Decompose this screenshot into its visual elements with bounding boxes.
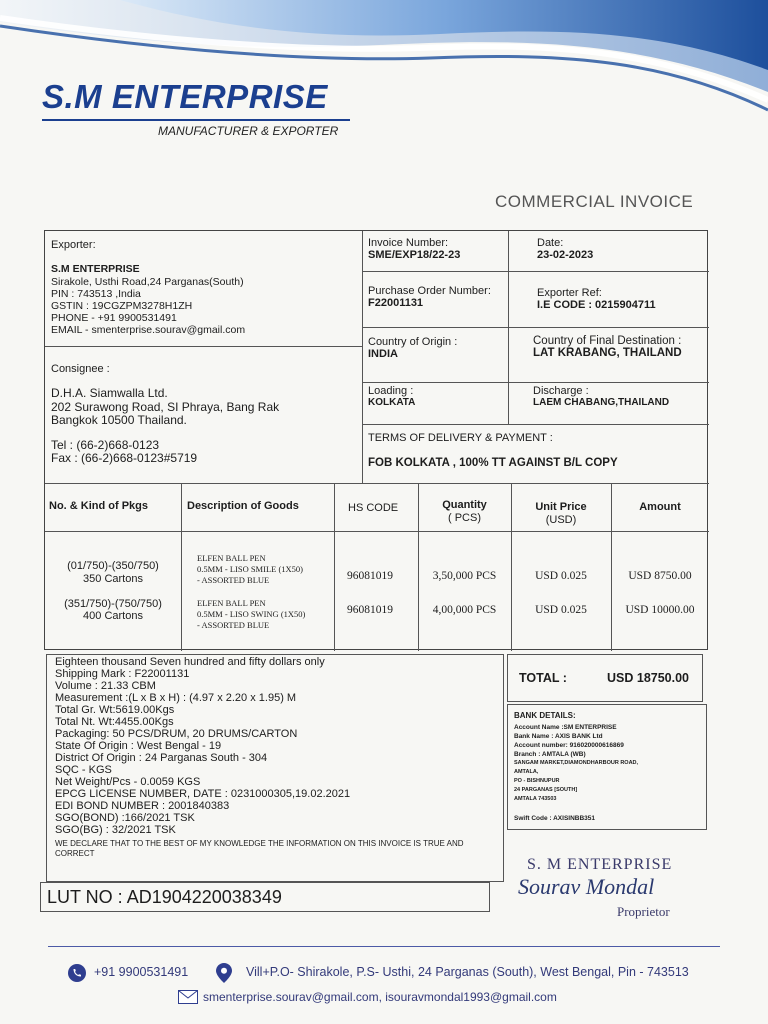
- volume: Volume : 21.33 CBM: [55, 680, 156, 692]
- epcg-license: EPCG LICENSE NUMBER, DATE : 0231000305,19.02.2021: [55, 788, 351, 800]
- country-of-origin: INDIA: [368, 348, 398, 360]
- row1-desc-line1: ELFEN BALL PEN: [197, 553, 266, 563]
- bank-swift-code: Swift Code : AXISINBB351: [514, 815, 596, 822]
- row2-quantity: 4,00,000 PCS: [432, 604, 497, 616]
- divider: [362, 231, 363, 483]
- row1-amount: USD 8750.00: [628, 570, 692, 582]
- po-label: Purchase Order Number:: [368, 285, 491, 297]
- exporter-phone: PHONE - +91 9900531491: [51, 312, 177, 324]
- state-of-origin: State Of Origin : West Bengal - 19: [55, 740, 222, 752]
- loading-port: KOLKATA: [368, 397, 416, 408]
- divider: [508, 231, 509, 424]
- divider: [45, 346, 362, 347]
- bank-address-line2: AMTALA,: [514, 769, 539, 775]
- divider: [334, 483, 335, 651]
- footer-divider: [48, 946, 720, 947]
- row1-unit-price: USD 0.025: [535, 570, 587, 582]
- row1-pkgs-range: (01/750)-(350/750): [67, 560, 159, 572]
- header-description: Description of Goods: [187, 500, 299, 512]
- location-icon: [216, 963, 232, 988]
- lut-box: [40, 882, 490, 912]
- row2-desc-line2: 0.5MM - LISO SWING (1X50): [197, 609, 306, 619]
- company-name: S.M ENTERPRISE: [42, 78, 328, 115]
- row2-unit-price: USD 0.025: [535, 604, 587, 616]
- footer-email: smenterprise.sourav@gmail.com, isouravmondal1993@gmail.com: [203, 990, 557, 1004]
- consignee-fax: Fax : (66-2)668-0123#5719: [51, 451, 198, 465]
- divider: [45, 483, 709, 484]
- po-number: F22001131: [368, 297, 424, 309]
- total-value: USD 18750.00: [607, 671, 690, 685]
- header-pkgs: No. & Kind of Pkgs: [49, 500, 148, 512]
- invoice-grid: [44, 230, 708, 650]
- shipping-mark: Shipping Mark : F22001131: [55, 668, 190, 680]
- amount-in-words: Eighteen thousand Seven hundred and fifty dollars only: [55, 656, 325, 668]
- row1-desc-line2: 0.5MM - LISO SMILE (1X50): [197, 564, 304, 574]
- discharge-port: LAEM CHABANG,THAILAND: [533, 397, 670, 408]
- footer-address: Vill+P.O- Shirakole, P.S- Usthi, 24 Parganas (South), West Bengal, Pin - 743513: [246, 965, 689, 979]
- consignee-label: Consignee :: [51, 363, 110, 375]
- exporter-address: Sirakole, Usthi Road,24 Parganas(South): [51, 276, 244, 288]
- edi-bond-number: EDI BOND NUMBER : 2001840383: [55, 800, 230, 812]
- header-amount: Amount: [639, 501, 681, 513]
- divider: [362, 424, 709, 425]
- exporter-name: S.M ENTERPRISE: [51, 263, 140, 275]
- divider: [362, 327, 709, 328]
- document-title: COMMERCIAL INVOICE: [495, 192, 694, 211]
- loading-label: Loading :: [368, 385, 414, 397]
- terms-label: TERMS OF DELIVERY & PAYMENT :: [368, 432, 553, 444]
- measurement: Measurement :(L x B x H) : (4.97 x 2.20 x 1.95) M: [55, 692, 297, 704]
- footer-phone: +91 9900531491: [94, 965, 189, 979]
- phone-icon: [68, 964, 86, 987]
- net-weight-per-pc: Net Weight/Pcs - 0.0059 KGS: [55, 776, 201, 788]
- row2-cartons: 400 Cartons: [83, 610, 143, 622]
- bank-address-line4: 24 PARGANAS [SOUTH]: [514, 787, 578, 793]
- header-hs-code: HS CODE: [348, 502, 399, 514]
- row2-pkgs-range: (351/750)-(750/750): [64, 598, 162, 610]
- divider: [362, 271, 709, 272]
- bank-account-number: Account number: 916020000616869: [514, 742, 624, 749]
- packaging: Packaging: 50 PCS/DRUM, 20 DRUMS/CARTON: [55, 728, 298, 740]
- row1-cartons: 350 Cartons: [83, 573, 143, 585]
- row1-desc-line3: - ASSORTED BLUE: [197, 575, 270, 585]
- exporter-pin: PIN : 743513 ,India: [51, 288, 141, 300]
- consignee-city: Bangkok 10500 Thailand.: [51, 413, 187, 427]
- bank-branch: Branch : AMTALA (WB): [514, 751, 586, 758]
- bank-details-box: [507, 704, 707, 830]
- sqc: SQC - KGS: [55, 764, 112, 776]
- invoice-number-label: Invoice Number:: [368, 237, 449, 249]
- bank-name: Bank Name : AXIS BANK Ltd: [514, 733, 603, 740]
- email-icon: [178, 990, 198, 1009]
- header-quantity: Quantity: [442, 499, 487, 511]
- district-of-origin: District Of Origin : 24 Parganas South - 304: [55, 752, 268, 764]
- bank-details-title: BANK DETAILS:: [514, 711, 576, 720]
- total-label: TOTAL :: [519, 671, 567, 685]
- signature-handwritten: Sourav Mondal: [518, 874, 655, 899]
- bank-address-line3: PO - BISHNUPUR: [514, 778, 560, 784]
- invoice-date: 23-02-2023: [537, 249, 594, 261]
- shipment-details-box: [46, 654, 504, 882]
- row1-hs-code: 96081019: [347, 570, 393, 582]
- header-unit-price-currency: (USD): [545, 514, 577, 526]
- signature-title: Proprietor: [617, 904, 670, 919]
- net-weight: Total Nt. Wt:4455.00Kgs: [55, 716, 174, 728]
- exporter-ref: I.E CODE : 0215904711: [537, 299, 656, 311]
- exporter-email: EMAIL - smenterprise.sourav@gmail.com: [51, 324, 246, 336]
- declaration-line2: CORRECT: [55, 849, 95, 858]
- row2-hs-code: 96081019: [347, 604, 393, 616]
- header-unit-price: Unit Price: [535, 501, 587, 513]
- terms-value: FOB KOLKATA , 100% TT AGAINST B/L COPY: [368, 457, 618, 469]
- declaration-line1: WE DECLARE THAT TO THE BEST OF MY KNOWLEDGE THE INFORMATION ON THIS INVOICE IS TRUE AND: [55, 839, 464, 848]
- divider: [45, 531, 709, 532]
- consignee-tel: Tel : (66-2)668-0123: [51, 438, 160, 452]
- signature-company: S. M ENTERPRISE: [527, 856, 673, 873]
- sgo-bg: SGO(BG) : 32/2021 TSK: [55, 824, 176, 836]
- company-underline: [42, 119, 350, 121]
- company-tagline: MANUFACTURER & EXPORTER: [158, 124, 339, 138]
- discharge-label: Discharge :: [533, 385, 589, 397]
- lut-number: LUT NO : AD1904220038349: [47, 887, 282, 907]
- bank-account-name: Account Name :SM ENTERPRISE: [514, 724, 617, 731]
- final-destination: LAT KRABANG, THAILAND: [533, 347, 682, 359]
- consignee-address: 202 Surawong Road, SI Phraya, Bang Rak: [51, 400, 280, 414]
- row2-desc-line1: ELFEN BALL PEN: [197, 598, 266, 608]
- consignee-name: D.H.A. Siamwalla Ltd.: [51, 386, 168, 400]
- row2-desc-line3: - ASSORTED BLUE: [197, 620, 270, 630]
- destination-label: Country of Final Destination :: [533, 335, 682, 347]
- row2-amount: USD 10000.00: [625, 604, 695, 616]
- divider: [362, 382, 709, 383]
- row1-quantity: 3,50,000 PCS: [432, 570, 497, 582]
- gross-weight: Total Gr. Wt:5619.00Kgs: [55, 704, 175, 716]
- bank-address-line5: AMTALA 743503: [514, 796, 557, 802]
- header-quantity-unit: ( PCS): [448, 512, 481, 524]
- exporter-ref-label: Exporter Ref:: [537, 287, 602, 299]
- exporter-gstin: GSTIN : 19CGZPM3278H1ZH: [51, 300, 193, 312]
- date-label: Date:: [537, 237, 564, 249]
- exporter-label: Exporter:: [51, 239, 96, 251]
- origin-label: Country of Origin :: [368, 336, 458, 348]
- invoice-number: SME/EXP18/22-23: [368, 249, 461, 261]
- bank-address-line1: SANGAM MARKET,DIAMONDHARBOUR ROAD,: [514, 760, 639, 766]
- total-box: [507, 654, 703, 702]
- sgo-bond: SGO(BOND) :166/2021 TSK: [55, 812, 195, 824]
- divider: [181, 483, 182, 651]
